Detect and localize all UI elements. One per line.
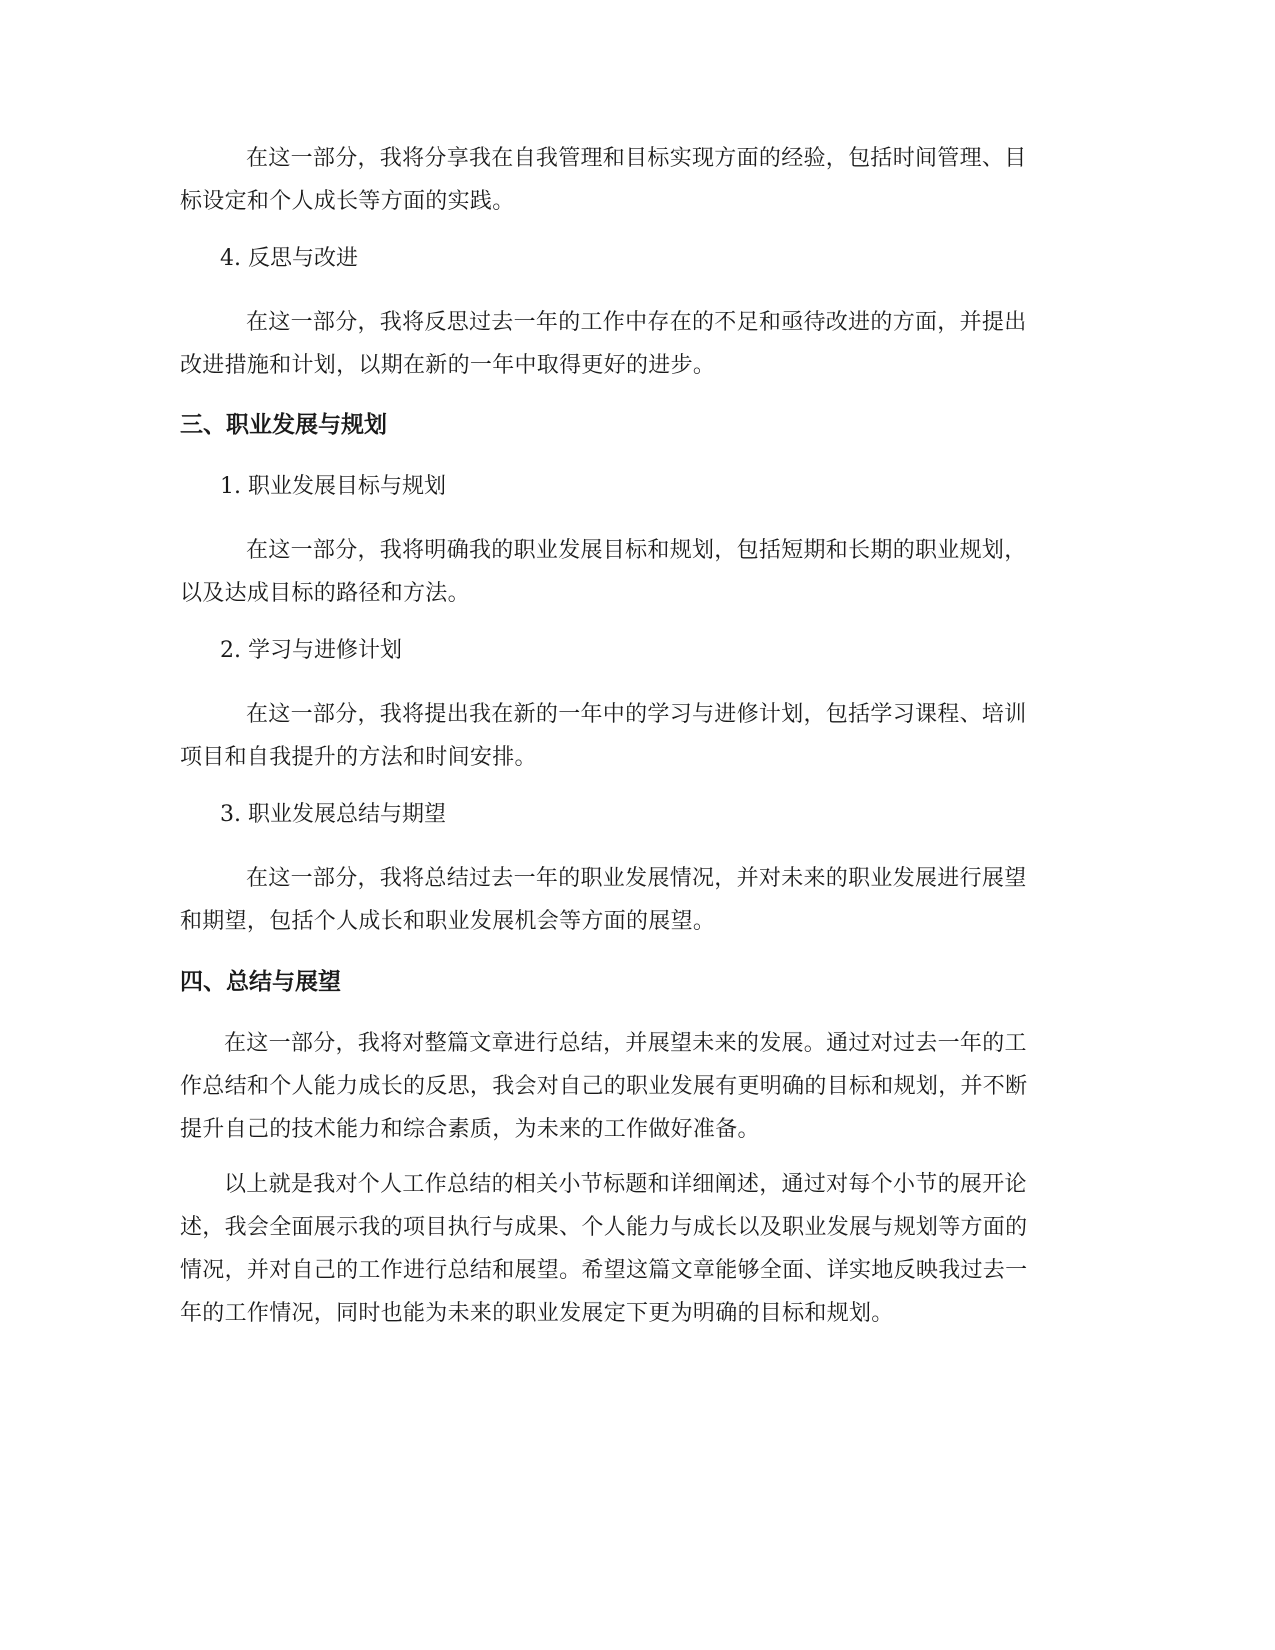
paragraph-career-goals: 在这一部分，我将明确我的职业发展目标和规划，包括短期和长期的职业规划，以及达成目标的路径和方法。	[180, 538, 1027, 606]
paragraph-learning: 在这一部分，我将提出我在新的一年中的学习与进修计划，包括学习课程、培训项目和自我提升的方法和时间安排。	[180, 702, 1027, 770]
document-page	[180, 0, 1040, 1650]
subheading-learning: 2. 学习与进修计划	[220, 638, 402, 663]
paragraph-reflection: 在这一部分，我将反思过去一年的工作中存在的不足和亟待改进的方面，并提出改进措施和计划，以期在新的一年中取得更好的进步。	[180, 310, 1027, 378]
paragraph-closing: 以上就是我对个人工作总结的相关小节标题和详细阐述，通过对每个小节的展开论述，我会全面展示我的项目执行与成果、个人能力与成长以及职业发展与规划等方面的情况，并对自己的工作进行总结和展望。希望这篇文章能够全面、详实地反映我过去一年的工作情况，同时也能为未来的职业发展定下更为明确的目标和规划。	[180, 1172, 1028, 1326]
section-heading-summary: 四、总结与展望	[180, 969, 341, 995]
section-heading-career: 三、职业发展与规划	[180, 412, 387, 438]
subheading-reflection: 4. 反思与改进	[220, 246, 358, 271]
paragraph-summary: 在这一部分，我将对整篇文章进行总结，并展望未来的发展。通过对过去一年的工作总结和个人能力成长的反思，我会对自己的职业发展有更明确的目标和规划，并不断提升自己的技术能力和综合素质，为未来的工作做好准备。	[180, 1031, 1028, 1142]
subheading-career-goals: 1. 职业发展目标与规划	[220, 474, 446, 499]
subheading-career-summary: 3. 职业发展总结与期望	[220, 802, 446, 827]
paragraph-self-management: 在这一部分，我将分享我在自我管理和目标实现方面的经验，包括时间管理、目标设定和个人成长等方面的实践。	[180, 146, 1027, 214]
paragraph-career-summary: 在这一部分，我将总结过去一年的职业发展情况，并对未来的职业发展进行展望和期望，包括个人成长和职业发展机会等方面的展望。	[180, 866, 1027, 934]
